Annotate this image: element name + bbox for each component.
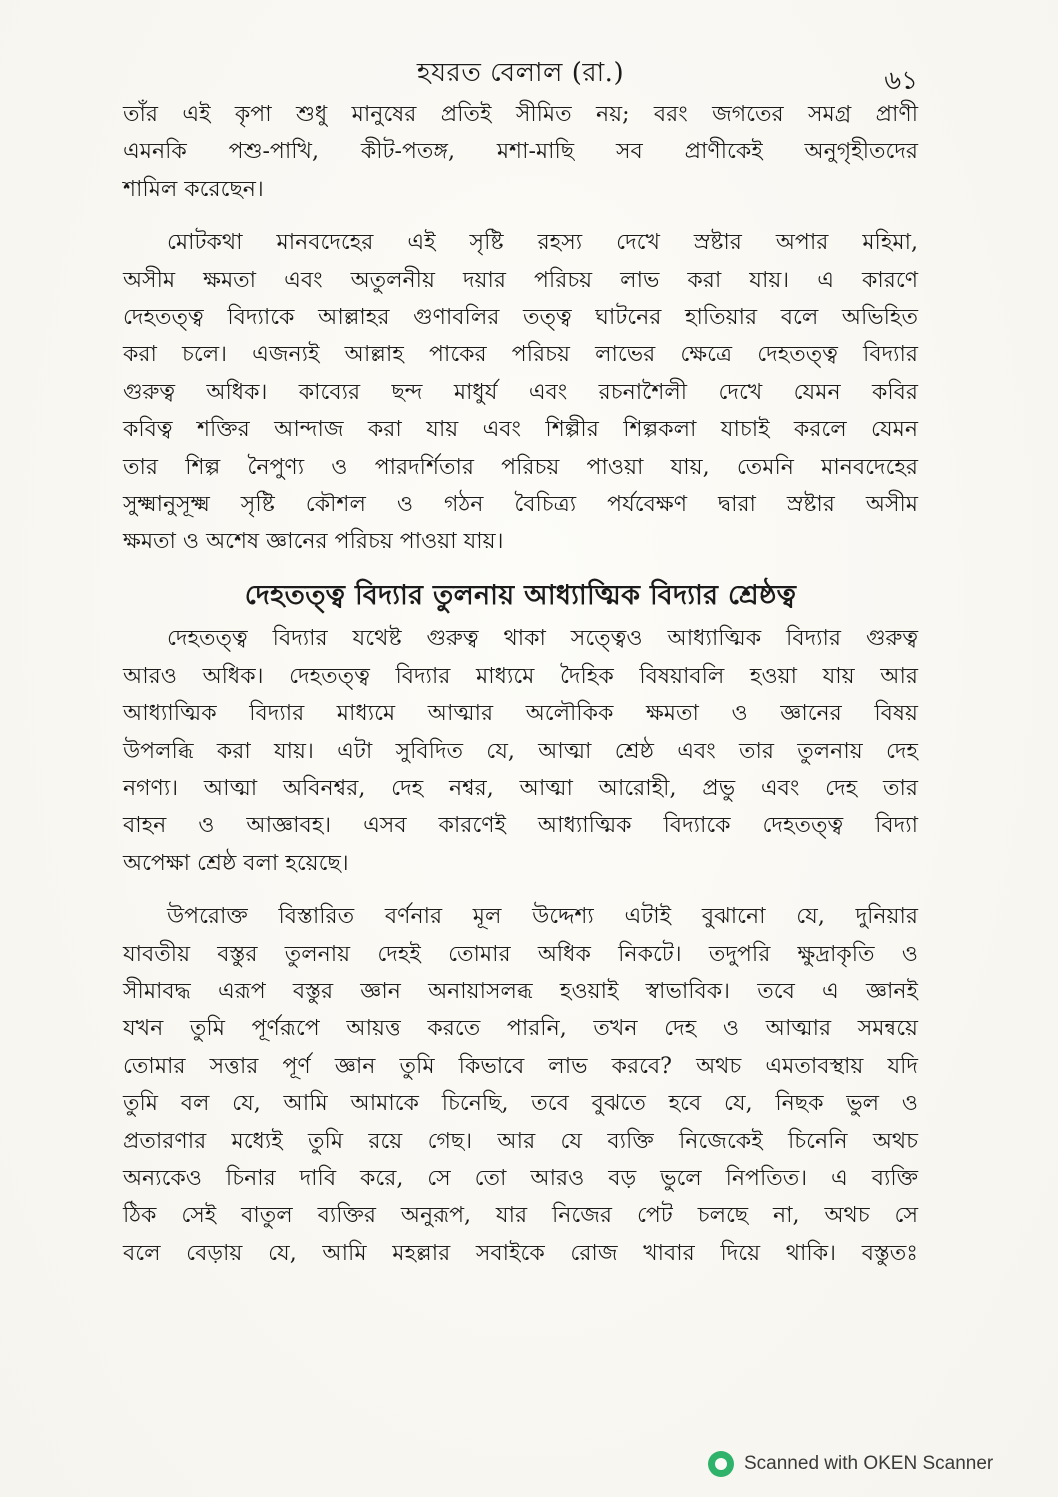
text-line: ঠিক সেই বাতুল ব্যক্তির অনুরূপ, যার নিজের পেট চলছে না, অথচ সে [123,1203,918,1229]
text-line: নগণ্য। আত্মা অবিনশ্বর, দেহ নশ্বর, আত্মা আরোহী, প্রভু এবং দেহ তার [123,775,918,801]
text-line: বাহন ও আজ্ঞাবহ। এসব কারণেই আধ্যাত্মিক বিদ্যাকে দেহতত্ত্ব বিদ্যা [123,813,918,839]
paragraph-1 [123,96,918,208]
text-line: দেহতত্ত্ব বিদ্যাকে আল্লাহর গুণাবলির তত্ত্ব ঘাটনের হাতিয়ার বলে অভিহিত [123,305,918,331]
text-line: তোমার সত্তার পূর্ণ জ্ঞান তুমি কিভাবে লাভ করবে? অথচ এমতাবস্থায় যদি [123,1053,918,1079]
text-line: সীমাবদ্ধ এরূপ বস্তুর জ্ঞান অনায়াসলব্ধ হওয়াই স্বাভাবিক। তবে এ জ্ঞানই [123,978,918,1004]
text-line: যাবতীয় বস্তুর তুলনায় দেহই তোমার অধিক নিকটে। তদুপরি ক্ষুদ্রাকৃতি ও [123,941,918,967]
text-line: তাঁর এই কৃপা শুধু মানুষের প্রতিই সীমিত নয়; বরং জগতের সমগ্র প্রাণী [123,102,918,127]
paragraph-2 [123,224,918,561]
text-line: এমনকি পশু-পাখি, কীট-পতঙ্গ, মশা-মাছি সব প্রাণীকেই অনুগৃহীতদের [123,139,918,165]
text-line: তুমি বল যে, আমি আমাকে চিনেছি, তবে বুঝতে হবে যে, নিছক ভুল ও [123,1091,918,1117]
text-line: মোটকথা মানবদেহের এই সৃষ্টি রহস্য দেখে স্রষ্টার অপার মহিমা, [167,230,918,256]
text-line: তার শিল্প নৈপুণ্য ও পারদর্শিতার পরিচয় পাওয়া যায়, তেমনি মানবদেহের [123,454,918,480]
section-heading: দেহতত্ত্ব বিদ্যার তুলনায় আধ্যাত্মিক বিদ্যার শ্রেষ্ঠত্ব [244,579,797,611]
paragraph-4 [123,898,918,1272]
text-line: অপেক্ষা শ্রেষ্ঠ বলা হয়েছে। [123,850,349,876]
text-line: অসীম ক্ষমতা এবং অতুলনীয় দয়ার পরিচয় লাভ করা যায়। এ কারণে [123,267,918,293]
text-line: প্রতারণার মধ্যেই তুমি রয়ে গেছ। আর যে ব্যক্তি নিজেকেই চিনেনি অথচ [123,1128,918,1154]
text-line: শামিল করেছেন। [123,176,264,202]
oken-logo-icon [708,1451,734,1477]
text-line: আরও অধিক। দেহতত্ত্ব বিদ্যার মাধ্যমে দৈহিক বিষয়াবলি হওয়া যায় আর [123,663,918,689]
text-line: বলে বেড়ায় যে, আমি মহল্লার সবাইকে রোজ খাবার দিয়ে থাকি। বস্তুতঃ [123,1240,918,1266]
page-number: ৬১ [884,66,918,96]
text-line: সুক্ষ্মানুসূক্ষ্ম সৃষ্টি কৌশল ও গঠন বৈচিত্র্য পর্যবেক্ষণ দ্বারা স্রষ্টার অসীম [123,492,918,518]
text-line: অন্যকেও চিনার দাবি করে, সে তো আরও বড় ভুলে নিপতিত। এ ব্যক্তি [123,1165,918,1191]
scanner-watermark-text: Scanned with OKEN Scanner [744,1453,994,1474]
text-line: কবিত্ব শক্তির আন্দাজ করা যায় এবং শিল্পীর শিল্পকলা যাচাই করলে যেমন [123,417,918,443]
paragraph-3 [123,620,918,882]
text-line: দেহতত্ত্ব বিদ্যার যথেষ্ট গুরুত্ব থাকা সত্ত্বেও আধ্যাত্মিক বিদ্যার গুরুত্ব [167,626,918,652]
text-line: উপরোক্ত বিস্তারিত বর্ণনার মূল উদ্দেশ্য এটাই বুঝানো যে, দুনিয়ার [167,904,918,930]
text-line: করা চলে। এজন্যই আল্লাহ পাকের পরিচয় লাভের ক্ষেত্রে দেহতত্ত্ব বিদ্যার [123,342,918,368]
scanner-watermark [708,1447,1048,1481]
text-line: ক্ষমতা ও অশেষ জ্ঞানের পরিচয় পাওয়া যায়। [123,529,504,555]
running-title: হযরত বেলাল (রা.) [416,58,625,88]
page-header [123,52,918,96]
text-line: যখন তুমি পূর্ণরূপে আয়ত্ত করতে পারনি, তখন দেহ ও আত্মার সমন্বয়ে [123,1016,918,1042]
text-line: আধ্যাত্মিক বিদ্যার মাধ্যমে আত্মার অলৌকিক ক্ষমতা ও জ্ঞানের বিষয় [123,701,918,727]
text-line: গুরুত্ব অধিক। কাব্যের ছন্দ মাধুর্য এবং রচনাশৈলী দেখে যেমন কবির [123,379,918,405]
body-text [123,96,918,1288]
text-line: উপলব্ধি করা যায়। এটা সুবিদিত যে, আত্মা শ্রেষ্ঠ এবং তার তুলনায় দেহ [123,738,918,764]
